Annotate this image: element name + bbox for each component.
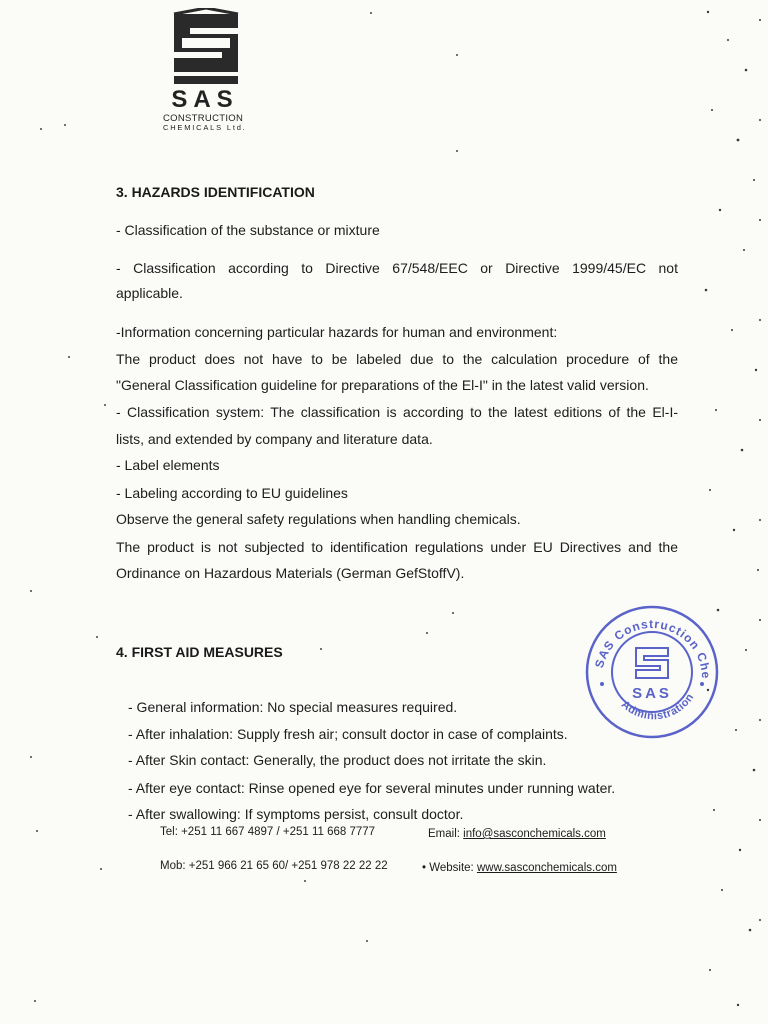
- s4-line-2: - After inhalation: Supply fresh air; consult doctor in case of complaints.: [128, 726, 568, 742]
- scan-edge-noise: [698, 0, 768, 1024]
- s3-line-5: The product does not have to be labeled due to the calculation procedure of the: [116, 351, 678, 367]
- s3-line-3: applicable.: [116, 285, 183, 301]
- website-label: • Website:: [422, 862, 474, 874]
- s3-line-8: lists, and extended by company and literature data.: [116, 431, 433, 447]
- footer-email: [428, 828, 606, 840]
- s4-line-1: - General information: No special measures required.: [128, 699, 458, 715]
- s3-line-7: - Classification system: The classification is according to the latest editions of the El-I-: [116, 404, 678, 420]
- stamp-bottom-text: Administration: [618, 691, 697, 723]
- footer-mob: Mob: +251 966 21 65 60/ +251 978 22 22 22: [160, 860, 388, 872]
- logo-subtitle-2: CHEMICALS Ltd.: [163, 123, 247, 132]
- logo-subtitle-1: CONSTRUCTION: [163, 113, 244, 124]
- footer-tel: Tel: +251 11 667 4897 / +251 11 668 7777: [160, 826, 376, 838]
- stamp-top-text: SAS Construction Che: [592, 616, 714, 680]
- s3-line-2: - Classification according to Directive 67/548/EEC or Directive 1999/45/EC not: [116, 260, 678, 276]
- s3-line-10: - Labeling according to EU guidelines: [116, 485, 348, 501]
- s3-line-12: The product is not subjected to identification regulations under EU Directives and the: [116, 539, 678, 555]
- s3-line-4: -Information concerning particular hazards for human and environment:: [116, 324, 558, 340]
- s4-line-4: - After eye contact: Rinse opened eye for several minutes under running water.: [128, 780, 616, 796]
- stamp-center-text: SAS: [632, 685, 672, 702]
- email-link[interactable]: info@sasconchemicals.com: [463, 828, 606, 840]
- svg-text:SAS Construction Chemicals Ltd: [584, 604, 713, 680]
- s4-line-5: - After swallowing: If symptoms persist, consult doctor.: [128, 806, 464, 822]
- logo-name: SAS: [171, 86, 239, 113]
- s4-line-3: - After Skin contact: Generally, the product does not irritate the skin.: [128, 752, 547, 768]
- section-3-heading: 3. HAZARDS IDENTIFICATION: [116, 184, 315, 200]
- s3-line-1: - Classification of the substance or mixture: [116, 222, 380, 238]
- s3-line-9: - Label elements: [116, 457, 220, 473]
- sas-logo-icon: [160, 8, 252, 94]
- s3-line-6: "General Classification guideline for preparations of the El-I" in the latest valid version.: [116, 377, 649, 393]
- website-link[interactable]: www.sasconchemicals.com: [476, 862, 617, 874]
- s3-line-13: Ordinance on Hazardous Materials (German GefStoffV).: [116, 565, 465, 581]
- section-4-heading: 4. FIRST AID MEASURES: [116, 644, 283, 660]
- s3-line-11: Observe the general safety regulations when handling chemicals.: [116, 511, 521, 527]
- footer-website: [422, 862, 617, 874]
- email-label: Email:: [428, 828, 460, 840]
